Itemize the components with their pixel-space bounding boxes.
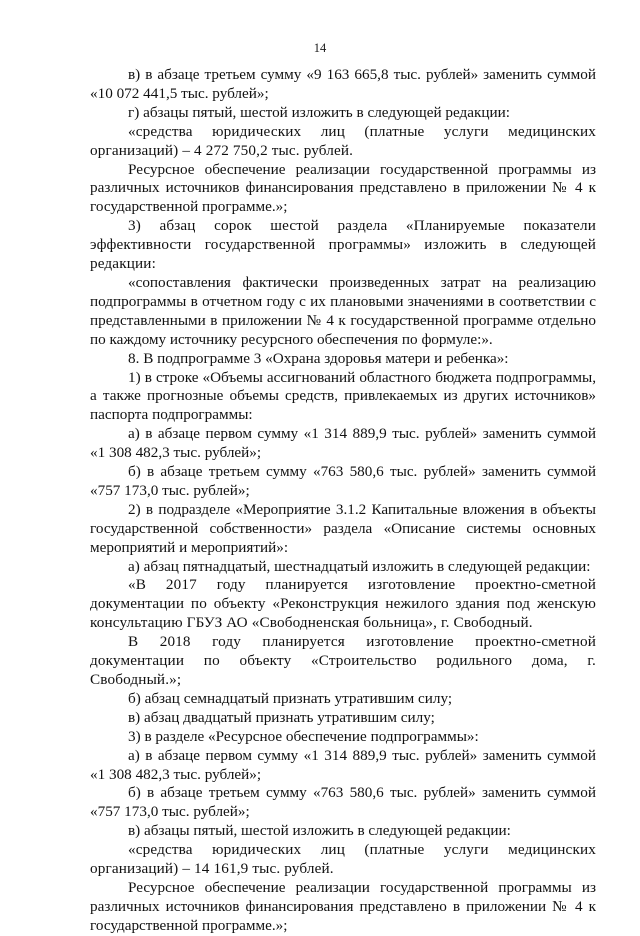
document-body [90,66,596,936]
paragraph: «сопоставления фактически произведенных затрат на реализацию подпрограммы в отчетном году с их плановыми значениями в соответствии с представленными в приложении № 4 к государственной программе отдельно по каждому источнику ресурсного обеспечения по формуле:». [90,273,596,348]
paragraph: в) абзац двадцатый признать утратившим силу; [128,708,435,726]
paragraph: 1) в строке «Объемы ассигнований областного бюджета подпрограммы, а также прогнозные объемы средств, привлекаемых из других источников» паспорта подпрограммы: [90,368,596,424]
paragraph: 3) абзац сорок шестой раздела «Планируемые показатели эффективности государственной программы» изложить в следующей редакции: [90,217,596,273]
paragraph: в) абзацы пятый, шестой изложить в следующей редакции: [128,822,511,840]
paragraph: а) абзац пятнадцатый, шестнадцатый изложить в следующей редакции: [128,557,591,575]
paragraph: Ресурсное обеспечение реализации государственной программы из различных источников финансирования представлено в приложении № 4 к государственной программе.»; [90,878,596,934]
paragraph: г) абзацы пятый, шестой изложить в следующей редакции: [128,103,510,121]
paragraph: б) в абзаце третьем сумму «763 580,6 тыс. рублей» заменить суммой «757 173,0 тыс. рублей»; [90,784,596,821]
paragraph: а) в абзаце первом сумму «1 314 889,9 тыс. рублей» заменить суммой «1 308 482,3 тыс. рублей»; [90,425,596,462]
paragraph: Ресурсное обеспечение реализации государственной программы из различных источников финансирования представлено в приложении № 4 к государственной программе.»; [90,160,596,216]
paragraph: 3) в разделе «Ресурсное обеспечение подпрограммы»: [128,727,479,745]
paragraph: а) в абзаце первом сумму «1 314 889,9 тыс. рублей» заменить суммой «1 308 482,3 тыс. рублей»; [90,746,596,783]
paragraph: 8. В подпрограмме 3 «Охрана здоровья матери и ребенка»: [128,349,509,367]
paragraph: «В 2017 году планируется изготовление проектно-сметной документации по объекту «Реконструкция нежилого здания под женскую консультацию ГБУЗ АО «Свободненская больница», г. Свободный. [90,576,596,632]
paragraph: В 2018 году планируется изготовление проектно-сметной документации по объекту «Строительство родильного дома, г. Свободный.»; [90,633,596,688]
paragraph: 2) в подразделе «Мероприятие 3.1.2 Капитальные вложения в объекты государственной собственности» раздела «Описание системы основных мероприятий и мероприятий»: [90,500,596,556]
paragraph: в) в абзаце третьем сумму «9 163 665,8 тыс. рублей» заменить суммой «10 072 441,5 тыс. рублей»; [90,66,596,102]
paragraph: б) в абзаце третьем сумму «763 580,6 тыс. рублей» заменить суммой «757 173,0 тыс. рублей»; [90,463,596,499]
paragraph: «средства юридических лиц (платные услуги медицинских организаций) – 14 161,9 тыс. рублей. [90,841,596,878]
paragraph: «средства юридических лиц (платные услуги медицинских организаций) – 4 272 750,2 тыс. рублей. [90,122,596,159]
paragraph: б) абзац семнадцатый признать утратившим силу; [128,689,453,707]
page-number: 14 [313,41,327,55]
